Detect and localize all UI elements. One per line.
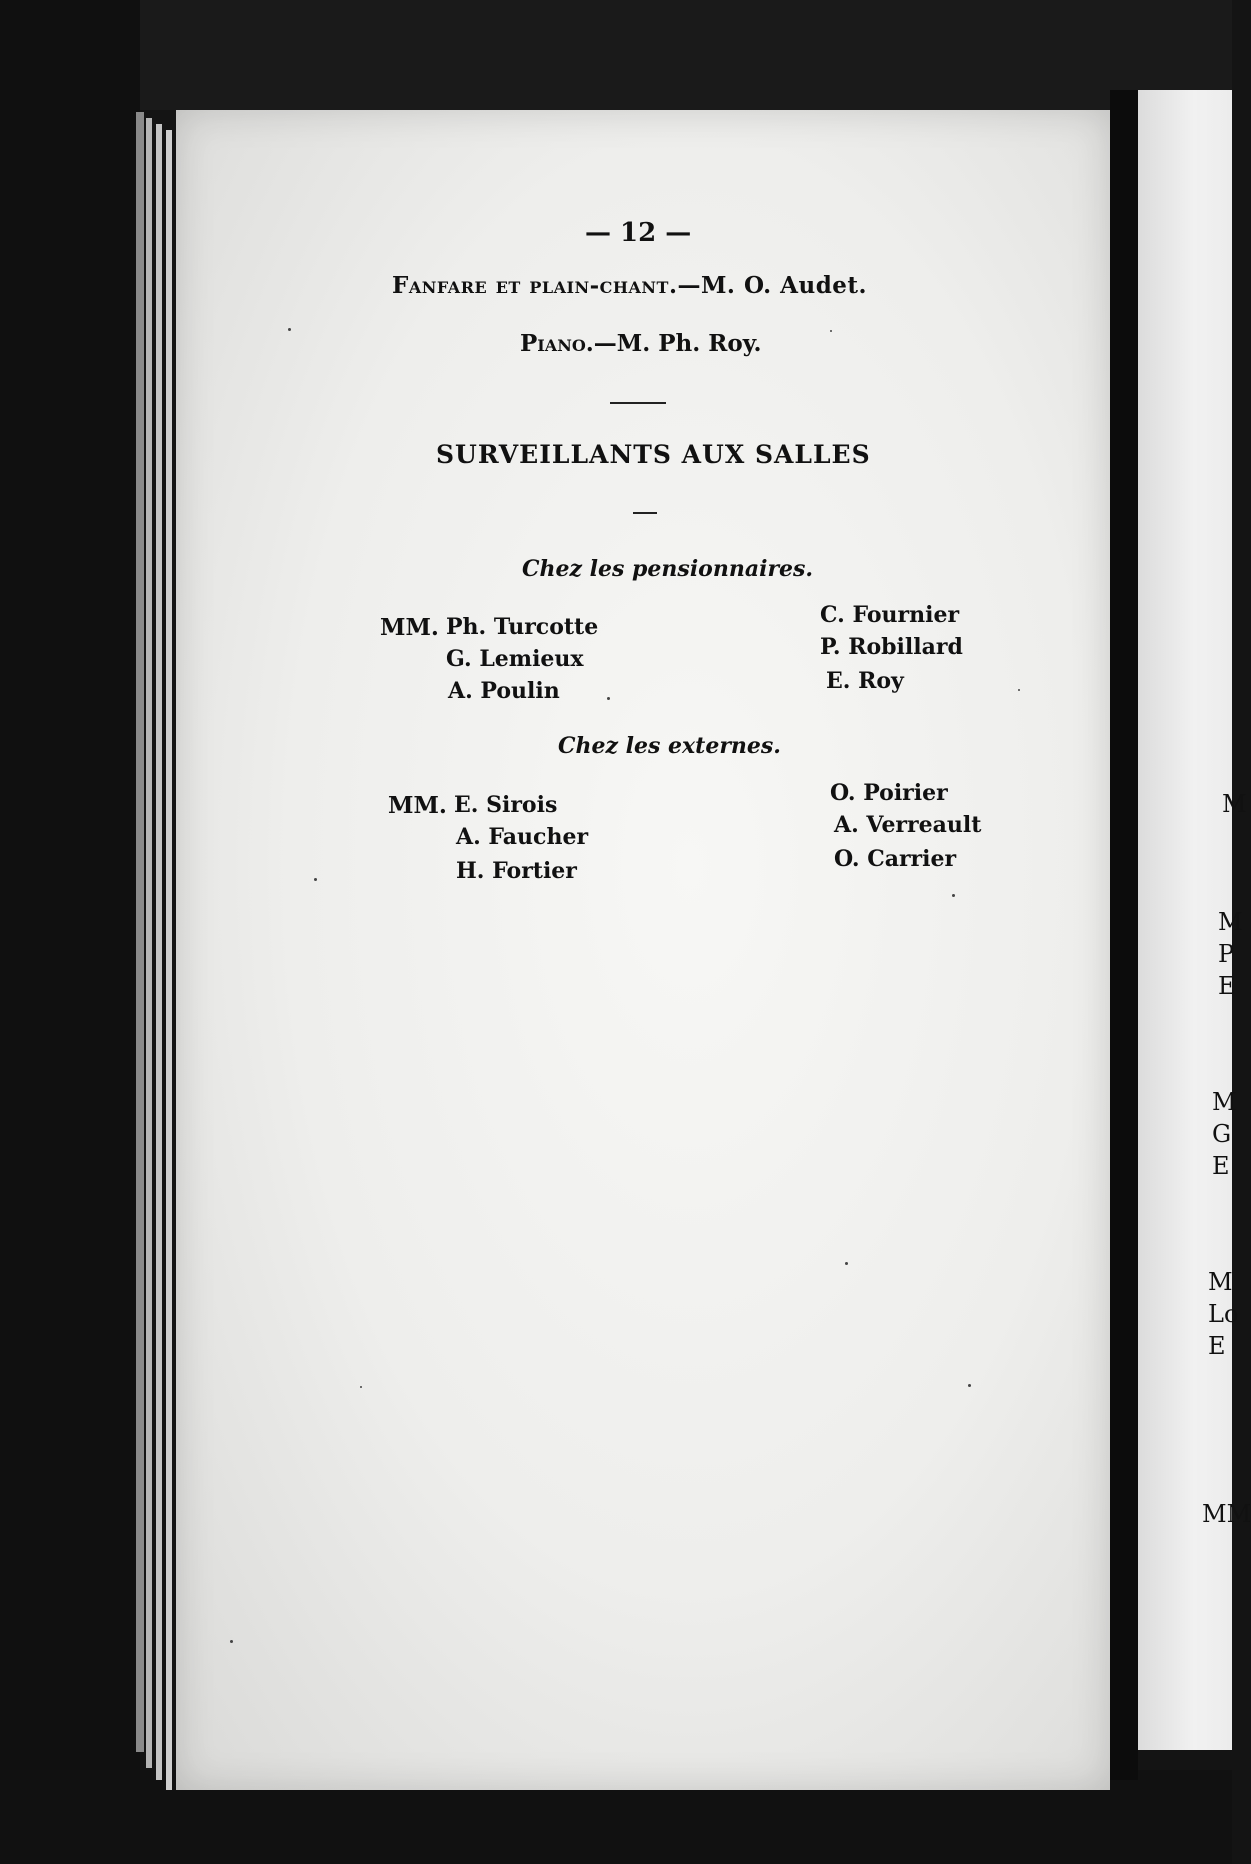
next-page-letter: MM [1202,1500,1251,1528]
next-page-letter: M [1222,790,1247,818]
piano-teacher: —M. Ph. Roy. [593,330,762,357]
page-stack-edge [166,130,172,1790]
paper-speck [230,1640,233,1643]
gutter-shadow [1110,90,1138,1780]
pensionnaires-prefix: MM. [380,614,439,641]
page-stack-edge [156,124,162,1780]
externes-name: E. Sirois [454,792,558,818]
next-page-letter: E [1212,1152,1230,1180]
paper-speck [830,330,832,332]
page-number: — 12 — [585,218,692,248]
scan-background-top [0,0,1232,110]
paper-speck [1018,689,1020,691]
paper-speck [314,878,317,881]
pensionnaires-name: G. Lemieux [446,646,584,672]
pensionnaires-title: Chez les pensionnaires. [522,556,814,582]
next-page-letter: Lo [1208,1300,1239,1328]
externes-prefix: MM. [388,792,447,819]
fanfare-label: Fanfare et plain-chant. [392,272,678,299]
scan-background-left [0,0,140,1864]
book-page [176,110,1110,1790]
next-page-letter: G [1212,1120,1232,1148]
externes-name: O. Poirier [830,780,948,806]
section-heading: SURVEILLANTS AUX SALLES [436,440,871,469]
next-page-letter: M [1208,1268,1233,1296]
paper-speck [360,1386,362,1388]
paper-speck [845,1262,848,1265]
piano-label: Piano. [520,330,594,357]
externes-name: H. Fortier [456,858,577,884]
pensionnaires-name: A. Poulin [448,678,560,704]
fanfare-line [392,272,867,299]
piano-line [520,330,761,357]
externes-name: A. Verreault [834,812,982,838]
next-page-fragment [1138,90,1251,1750]
heading-divider [633,512,657,514]
next-page-letter: E [1218,972,1236,1000]
paper-speck [607,697,610,700]
next-page-letter: P [1218,940,1235,968]
page-stack-edge [136,112,144,1752]
section-divider [610,402,666,404]
paper-speck [288,328,291,331]
next-page-letter: M [1212,1088,1237,1116]
pensionnaires-name: E. Roy [826,668,904,694]
fanfare-teacher: —M. O. Audet. [677,272,868,299]
pensionnaires-name: C. Fournier [820,602,960,628]
next-page-letter: M [1218,908,1243,936]
pensionnaires-name: Ph. Turcotte [446,614,599,640]
externes-title: Chez les externes. [558,733,781,759]
paper-speck [952,894,955,897]
paper-speck [968,1384,971,1387]
next-page-letter: E [1208,1332,1226,1360]
pensionnaires-name: P. Robillard [820,634,963,660]
page-stack-edge [146,118,152,1768]
externes-name: O. Carrier [834,846,957,872]
externes-name: A. Faucher [456,824,589,850]
